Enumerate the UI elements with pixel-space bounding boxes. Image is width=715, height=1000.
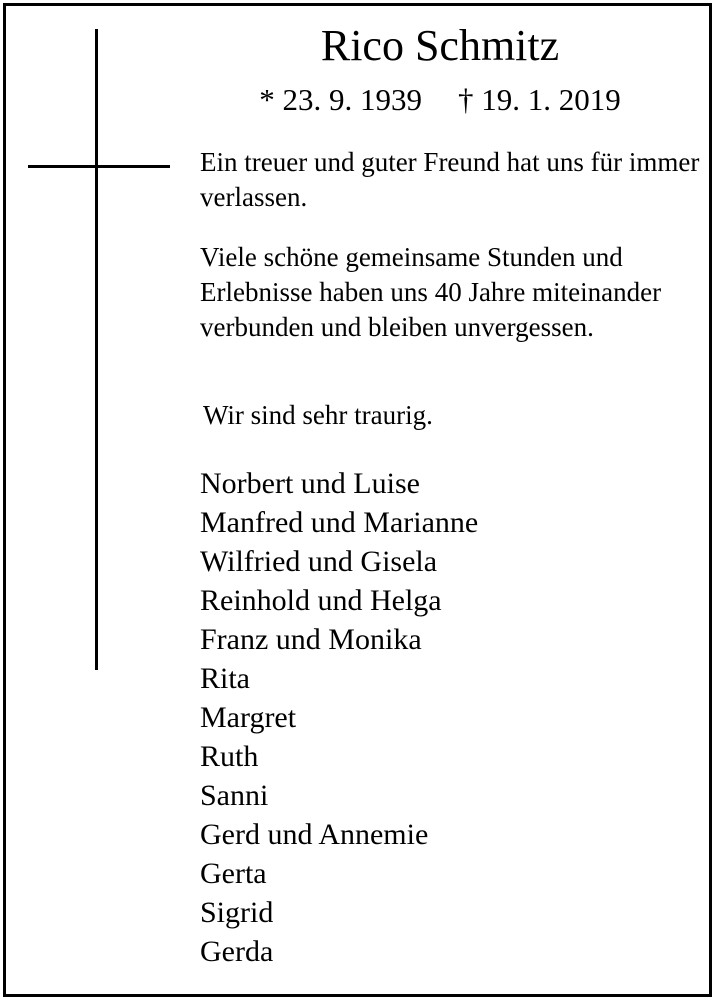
deceased-name: Rico Schmitz	[320, 21, 560, 70]
cross-vertical-bar	[95, 29, 98, 670]
list-item: Wilfried und Gisela	[200, 545, 438, 578]
list-item: Sigrid	[200, 896, 274, 929]
list-item: Gerta	[200, 857, 267, 890]
list-item: Reinhold und Helga	[200, 584, 442, 617]
death-date: † 19. 1. 2019	[458, 82, 621, 117]
list-item: Franz und Monika	[200, 623, 422, 656]
list-item: Manfred und Marianne	[200, 506, 479, 539]
paragraph-friend: Ein treuer und guter Freund hat uns für immer verlassen.	[200, 147, 700, 212]
mourners-list	[200, 464, 478, 971]
paragraph-memories: Viele schöne gemeinsame Stunden und Erlebnisse haben uns 40 Jahre miteinander verbunden und bleiben unvergessen.	[200, 242, 662, 342]
list-item: Margret	[200, 701, 297, 734]
closing-line: Wir sind sehr traurig.	[203, 400, 433, 430]
list-item: Gerd und Annemie	[200, 818, 429, 851]
list-item: Rita	[200, 662, 250, 695]
list-item: Ruth	[200, 740, 259, 773]
birth-date: * 23. 9. 1939	[259, 82, 422, 117]
list-item: Sanni	[200, 779, 269, 812]
list-item: Norbert und Luise	[200, 467, 420, 500]
life-dates	[170, 82, 710, 118]
cross-horizontal-bar	[28, 165, 170, 168]
list-item: Gerda	[200, 935, 274, 968]
